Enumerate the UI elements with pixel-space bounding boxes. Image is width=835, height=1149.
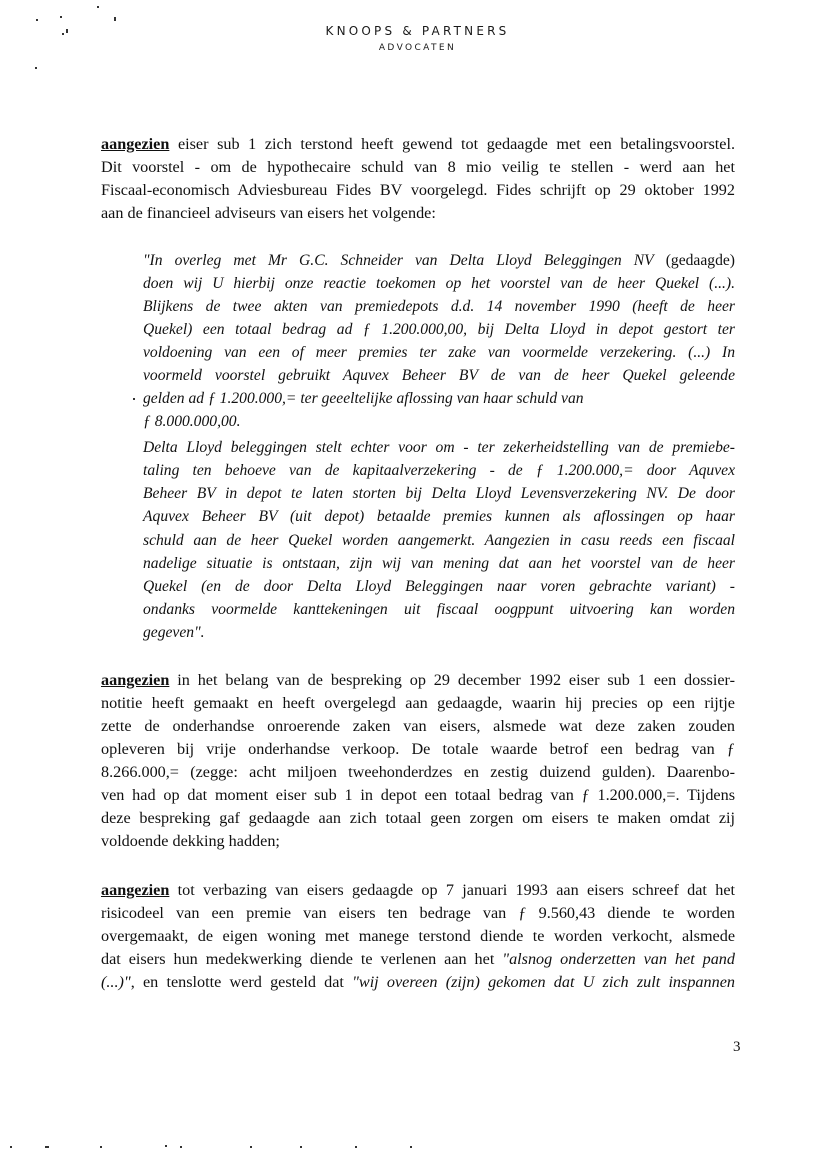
text-line: 8.266.000,= (zegge: acht miljoen tweehonderdzes en zestig duizend gulden). Daarenbo- — [101, 763, 735, 781]
quote-line: voormeld voorstel gebruikt Aquvex Beheer BV de van de heer Quekel geleende — [143, 367, 735, 384]
text-line: voldoende dekking hadden; — [101, 832, 280, 850]
quote-line: ƒ 8.000.000,00. — [143, 413, 241, 430]
quote-line: Quekel (en de door Delta Lloyd Beleggingen naar voren gebrachte variant) - — [143, 578, 735, 595]
text-line: zette de onderhandse onroerende zaken van eisers, alsmede wat deze zaken zouden — [101, 717, 735, 735]
keyword-aangezien: aangezien — [101, 881, 170, 899]
page-number: 3 — [733, 1039, 741, 1055]
scan-speck — [133, 398, 135, 400]
text-line: dat eisers hun medekwerking diende te verlenen aan het "alsnog onderzetten van het pand — [101, 950, 735, 968]
scan-speck — [45, 1146, 49, 1148]
quote-line: "In overleg met Mr G.C. Schneider van Delta Lloyd Beleggingen NV (gedaagde) — [143, 252, 735, 269]
scan-speck — [10, 1146, 12, 1148]
scan-speck — [355, 1146, 357, 1148]
text-line: aangezien in het belang van de bespreking op 29 december 1992 eiser sub 1 een dossier- — [101, 671, 735, 689]
text-line: deze bespreking gaf gedaagde aan zich totaal geen zorgen om eisers te maken omdat zij — [101, 809, 735, 827]
quote-line: nadelige situatie is ontstaan, zijn wij van mening dat aan het voorstel van de heer — [143, 555, 735, 572]
scan-speck — [165, 1145, 167, 1147]
quote-line: Blijkens de twee akten van premiedepots d.d. 14 november 1990 (heeft de heer — [143, 298, 735, 315]
scan-speck — [97, 6, 99, 8]
quote-line: Delta Lloyd beleggingen stelt echter voor om - ter zekerheidstelling van de premiebe- — [143, 439, 735, 456]
quote-line: gelden ad ƒ 1.200.000,= ter geeeltelijke aflossing van haar schuld van — [143, 390, 584, 407]
quote-line: Aquvex Beheer BV (uit depot) betaalde premies kunnen als aflossingen op haar — [143, 508, 735, 525]
quote-line: gegeven". — [143, 624, 205, 641]
quote-line: Beheer BV in depot te laten storten bij Delta Lloyd Levensverzekering NV. De door — [143, 485, 735, 502]
scan-speck — [250, 1146, 252, 1148]
scan-speck — [62, 33, 64, 35]
keyword-aangezien: aangezien — [101, 135, 170, 153]
letterhead-subtitle: ADVOCATEN — [378, 43, 457, 53]
text-line: overgemaakt, de eigen woning met manege terstond diende te worden verkocht, alsmede — [101, 927, 735, 945]
scan-speck — [300, 1146, 302, 1148]
quote-line: Quekel) een totaal bedrag ad ƒ 1.200.000,00, bij Delta Lloyd in depot gestort ter — [143, 321, 735, 338]
text-line: aan de financieel adviseurs van eisers het volgende: — [101, 204, 436, 222]
quote-line: doen wij U hierbij onze reactie toekomen op het voorstel van de heer Quekel (...). — [143, 275, 735, 292]
text-line: opleveren bij vrije onderhandse verkoop. De totale waarde betrof een bedrag van ƒ — [101, 740, 735, 758]
text-line: (...)", en tenslotte werd gesteld dat "wij overeen (zijn) gekomen dat U zich zult inspannen — [101, 973, 735, 991]
scan-speck — [100, 1146, 102, 1148]
scan-speck — [66, 29, 68, 33]
quote-line: ondanks voormelde kanttekeningen uit fiscaal oogppunt uitvoering kan worden — [143, 601, 735, 618]
quote-line: taling ten behoeve van de kapitaalverzekering - de ƒ 1.200.000,= door Aquvex — [143, 462, 735, 479]
text-line: ven had op dat moment eiser sub 1 in depot een totaal bedrag van ƒ 1.200.000,=. Tijdens — [101, 786, 735, 804]
letterhead-firm-name: KNOOPS & PARTNERS — [325, 24, 510, 38]
quote-line: schuld aan de heer Quekel worden aangemerkt. Aangezien in casu reeds een fiscaal — [143, 532, 735, 549]
quote-line: voldoening van een of meer premies ter zake van voormelde verzekering. (...) In — [143, 344, 735, 361]
scan-speck — [410, 1146, 412, 1148]
text-line: aangezien eiser sub 1 zich terstond heeft gewend tot gedaagde met een betalingsvoorstel. — [101, 135, 735, 153]
text-line: aangezien tot verbazing van eisers gedaagde op 7 januari 1993 aan eisers schreef dat het — [101, 881, 735, 899]
text-line: Fiscaal-economisch Adviesbureau Fides BV voorgelegd. Fides schrijft op 29 oktober 1992 — [101, 181, 735, 199]
scan-speck — [60, 16, 62, 18]
keyword-aangezien: aangezien — [101, 671, 170, 689]
scan-speck — [36, 19, 38, 21]
scan-speck — [114, 17, 116, 21]
text-line: Dit voorstel - om de hypothecaire schuld van 8 mio veilig te stellen - werd aan het — [101, 158, 735, 176]
scan-speck — [35, 67, 37, 69]
scan-speck — [180, 1146, 182, 1148]
text-line: risicodeel van een premie van eisers ten bedrage van ƒ 9.560,43 diende te worden — [101, 904, 735, 922]
text-line: notitie heeft gemaakt en heeft overgelegd aan gedaagde, waarin hij precies op een rijtje — [101, 694, 735, 712]
